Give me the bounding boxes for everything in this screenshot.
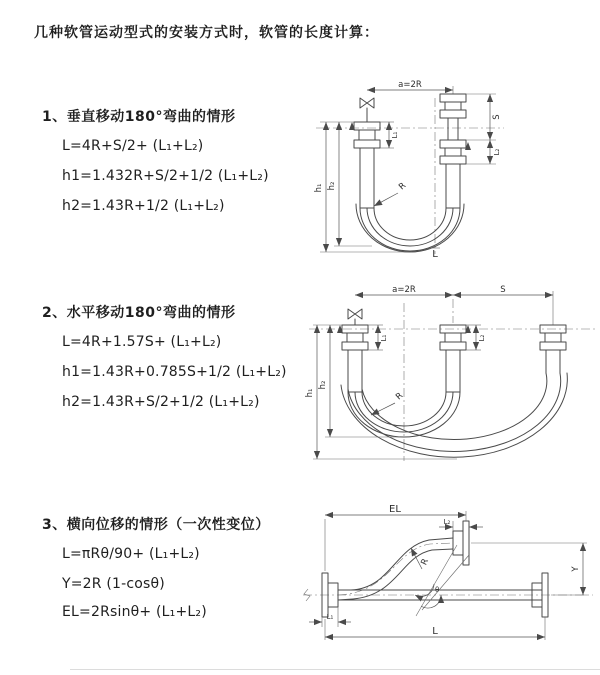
angle-construction [415, 545, 469, 616]
l2-dimension [439, 518, 483, 531]
dim-label-l2: L₂ [493, 148, 501, 156]
centerlines [303, 543, 593, 595]
dim-label-y: Y [571, 566, 581, 572]
dim-label-length: L [432, 626, 438, 637]
dim-label-h2: h₂ [318, 380, 328, 390]
section-2-formula-h1: h1=1.43R+0.785S+1/2 (L₁+L₂) [62, 364, 287, 380]
dim-label-top-span: a=2R [398, 80, 422, 90]
length-label [430, 248, 440, 258]
dim-label-l1: L₁ [380, 334, 388, 342]
dim-label-h2: h₂ [327, 181, 337, 191]
centerlines [316, 98, 504, 254]
diagram-horizontal-180-bend [305, 281, 600, 466]
top-dimensions [355, 285, 553, 325]
radius-callout [374, 181, 408, 206]
dim-label-theta: θ [435, 586, 440, 594]
diagram-vertical-180-bend [312, 76, 590, 258]
section-3-formula-L: L=πRθ/90+ (L₁+L₂) [62, 546, 200, 562]
section-2-heading: 2、水平移动180°弯曲的情形 [42, 305, 236, 321]
scan-edge-line [70, 669, 600, 670]
radius-callout [371, 391, 405, 415]
page-title: 几种软管运动型式的安装方式时，软管的长度计算： [34, 25, 379, 41]
upper-flange [453, 521, 469, 565]
section-3-heading: 3、横向位移的情形（一次性变位） [42, 517, 270, 533]
dim-label-top-span: a=2R [392, 285, 416, 295]
l1-dimension [309, 607, 351, 627]
travel-dimension [466, 94, 502, 164]
section-1-formula-h1: h1=1.432R+S/2+1/2 (L₁+L₂) [62, 168, 269, 184]
dim-label-l1: L₁ [391, 131, 399, 139]
valve-icon [360, 98, 374, 122]
y-dimension [471, 543, 587, 595]
dim-label-travel-s: S [500, 285, 506, 295]
section-3-formula-EL: EL=2Rsinθ+ (L₁+L₂) [62, 604, 207, 620]
section-1-formula-h2: h2=1.43R+1/2 (L₁+L₂) [62, 198, 225, 214]
dim-label-l2: L₂ [478, 334, 486, 342]
dim-label-l2: L₂ [443, 518, 451, 526]
height-dimensions [314, 122, 412, 252]
right-pipe-fitting [540, 325, 566, 373]
dim-label-el: EL [389, 504, 401, 515]
hose-u-bend [356, 204, 464, 252]
section-2-formula-h2: h2=1.43R+S/2+1/2 (L₁+L₂) [62, 394, 260, 410]
hose-u-bends [341, 373, 567, 457]
right-pipe-fitting [440, 94, 471, 208]
valve-icon [348, 309, 362, 325]
fitting-left-dimension [380, 122, 399, 148]
dim-label-radius: R [419, 557, 431, 567]
dim-label-travel-s: S [492, 114, 502, 120]
el-dimension [325, 504, 466, 571]
section-1-heading: 1、垂直移动180°弯曲的情形 [42, 109, 236, 125]
section-2-formula-L: L=4R+1.57S+ (L₁+L₂) [62, 334, 222, 350]
dim-label-length: L [432, 249, 438, 258]
dim-label-radius: R [394, 390, 406, 403]
dim-label-h1: h₁ [314, 183, 324, 193]
dim-label-l1: L₁ [326, 613, 334, 621]
left-pipe-fitting [349, 122, 380, 208]
l-dimension [325, 617, 545, 640]
middle-pipe-fitting [440, 325, 471, 392]
diagram-lateral-displacement [295, 503, 600, 648]
dim-label-radius: R [397, 180, 409, 193]
top-dimension [367, 80, 453, 94]
dim-label-h1: h₁ [305, 388, 315, 398]
section-3-formula-Y: Y=2R (1-cosθ) [62, 576, 165, 592]
left-pipe-fitting [337, 325, 368, 392]
section-1-formula-L: L=4R+S/2+ (L₁+L₂) [62, 138, 204, 154]
